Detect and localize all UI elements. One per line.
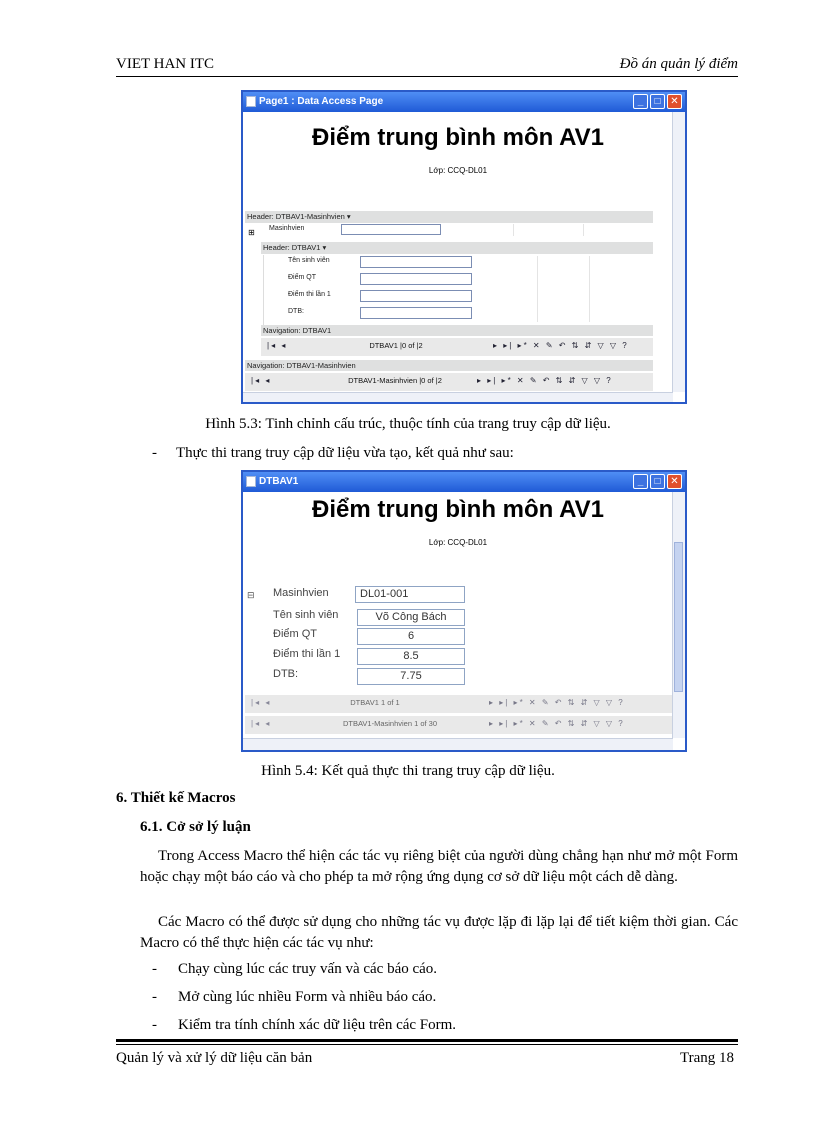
figure2-class-label: Lớp: CCQ-DL01: [428, 538, 488, 547]
nav1-count: DTBAV1 1 of 1: [350, 698, 400, 707]
nav-first-prev-icon[interactable]: |◂ ◂: [251, 376, 272, 385]
band-header-outer: Header: DTBAV1-Masinhvien ▾: [245, 211, 653, 223]
field-box[interactable]: [360, 273, 472, 285]
row-label: DTB:: [273, 668, 299, 680]
nav-toolbar-icons[interactable]: ▸ ▸| ▸* ✕ ✎ ↶ ⇅ ⇵ ▽ ▽ ?: [489, 698, 625, 707]
minimize-icon[interactable]: _: [633, 474, 648, 489]
nav-first-prev-icon[interactable]: |◂ ◂: [251, 698, 272, 707]
nav-outer-count: DTBAV1-Masinhvien |0 of |2: [348, 376, 442, 385]
header-rule: [116, 76, 738, 77]
figure2-window: [241, 470, 687, 752]
nav2-bar: [245, 716, 673, 734]
expand-icon[interactable]: ⊞: [248, 228, 255, 237]
band-header-inner: Header: DTBAV1 ▾: [261, 242, 653, 254]
vertical-scrollbar[interactable]: [672, 112, 685, 392]
nav2-count: DTBAV1-Masinhvien 1 of 30: [342, 719, 438, 728]
footer-rule-thick: [116, 1039, 738, 1042]
header-left: VIET HAN ITC: [116, 56, 215, 72]
page-icon: [246, 476, 256, 487]
close-icon[interactable]: ✕: [667, 474, 682, 489]
nav-first-prev-icon[interactable]: |◂ ◂: [251, 719, 272, 728]
row-label: Masinhvien: [273, 587, 329, 599]
figure2-heading: Điểm trung bình môn AV1: [312, 496, 604, 523]
minimize-icon[interactable]: _: [633, 94, 648, 109]
maximize-icon[interactable]: □: [650, 474, 665, 489]
field-label: Điểm thi lần 1: [288, 291, 331, 298]
subsection-title: 6.1. Cở sở lý luận: [140, 819, 251, 835]
field-box[interactable]: [360, 290, 472, 302]
nav-first-prev-icon[interactable]: |◂ ◂: [267, 341, 288, 350]
vertical-scrollbar[interactable]: [672, 492, 685, 738]
figure1-title-bar: [243, 92, 685, 112]
nav-toolbar-icons[interactable]: ▸ ▸| ▸* ✕ ✎ ↶ ⇅ ⇵ ▽ ▽ ?: [493, 341, 629, 350]
row-value[interactable]: 6: [357, 628, 465, 645]
row-label: Điểm QT: [273, 628, 317, 640]
masv-label: Masinhvien: [269, 225, 305, 232]
nav-toolbar-icons[interactable]: ▸ ▸| ▸* ✕ ✎ ↶ ⇅ ⇵ ▽ ▽ ?: [489, 719, 625, 728]
horizontal-scrollbar[interactable]: [243, 738, 673, 751]
page-icon: [246, 96, 256, 107]
nav-inner-count: DTBAV1 |0 of |2: [369, 341, 423, 350]
horizontal-scrollbar[interactable]: [243, 392, 673, 404]
paragraph-2: Các Macro có thể được sử dụng cho những tác vụ được lặp đi lặp lại để tiết kiệm thời gian. Các Macro có thể thực hiện các tác vụ như:: [140, 914, 738, 951]
figure2-window-title: DTBAV1: [259, 476, 299, 487]
nav-inner-label: Navigation: DTBAV1: [261, 325, 653, 336]
scroll-thumb[interactable]: [674, 542, 683, 692]
field-label: Tên sinh viên: [288, 257, 330, 264]
collapse-icon[interactable]: ⊟: [247, 590, 255, 600]
caption-figure1: Hình 5.3: Tinh chỉnh cấu trúc, thuộc tính của trang truy cập dữ liệu.: [205, 416, 611, 432]
list-item: Kiểm tra tính chính xác dữ liệu trên các Form.: [178, 1017, 457, 1033]
list-item: Chạy cùng lúc các truy vấn và các báo cáo.: [178, 961, 438, 977]
nav1-bar: [245, 695, 673, 713]
nav-outer-bar: [245, 373, 653, 391]
close-icon[interactable]: ✕: [667, 94, 682, 109]
footer-left: Quản lý và xử lý dữ liệu căn bản: [116, 1050, 313, 1066]
row-label: Tên sinh viên: [273, 609, 339, 621]
paragraph-1: Trong Access Macro thể hiện các tác vụ riêng biệt của người dùng chẳng hạn như mở một Form hoặc chạy một báo cáo và cho phép ta mở rộng ứng dụng cơ sở dữ liệu một cách dễ dàng.: [140, 848, 738, 885]
row-value[interactable]: Võ Công Bách: [357, 609, 465, 626]
field-box[interactable]: [360, 256, 472, 268]
figure2-title-bar: [243, 472, 685, 492]
caption-figure2: Hình 5.4: Kết quả thực thi trang truy cập dữ liệu.: [261, 763, 555, 779]
section-title: 6. Thiết kế Macros: [116, 790, 236, 806]
nav-inner-bar: [261, 338, 653, 356]
footer-right: Trang 18: [679, 1050, 734, 1066]
field-label: Điểm QT: [288, 274, 316, 281]
row-value[interactable]: 7.75: [357, 668, 465, 685]
footer-rule-thin: [116, 1044, 738, 1045]
figure1-window: [241, 90, 687, 404]
figure1-class-label: Lớp: CCQ-DL01: [428, 166, 488, 175]
header-right: Đồ án quản lý điểm: [619, 56, 738, 72]
nav-toolbar-icons[interactable]: ▸ ▸| ▸* ✕ ✎ ↶ ⇅ ⇵ ▽ ▽ ?: [477, 376, 613, 385]
field-box[interactable]: [360, 307, 472, 319]
list-item: Mở cùng lúc nhiều Form và nhiều báo cáo.: [178, 989, 437, 1005]
bullet-run: Thực thi trang truy cập dữ liệu vừa tạo, kết quả như sau:: [176, 445, 514, 461]
nav-outer-label: Navigation: DTBAV1-Masinhvien: [245, 360, 653, 371]
row-value[interactable]: 8.5: [357, 648, 465, 665]
figure1-heading: Điểm trung bình môn AV1: [312, 124, 604, 151]
masv-box[interactable]: [341, 224, 441, 235]
figure1-window-title: Page1 : Data Access Page: [259, 96, 384, 107]
row-value[interactable]: DL01-001: [355, 586, 465, 603]
field-label: DTB:: [288, 308, 304, 315]
maximize-icon[interactable]: □: [650, 94, 665, 109]
row-label: Điểm thi lần 1: [273, 648, 341, 660]
